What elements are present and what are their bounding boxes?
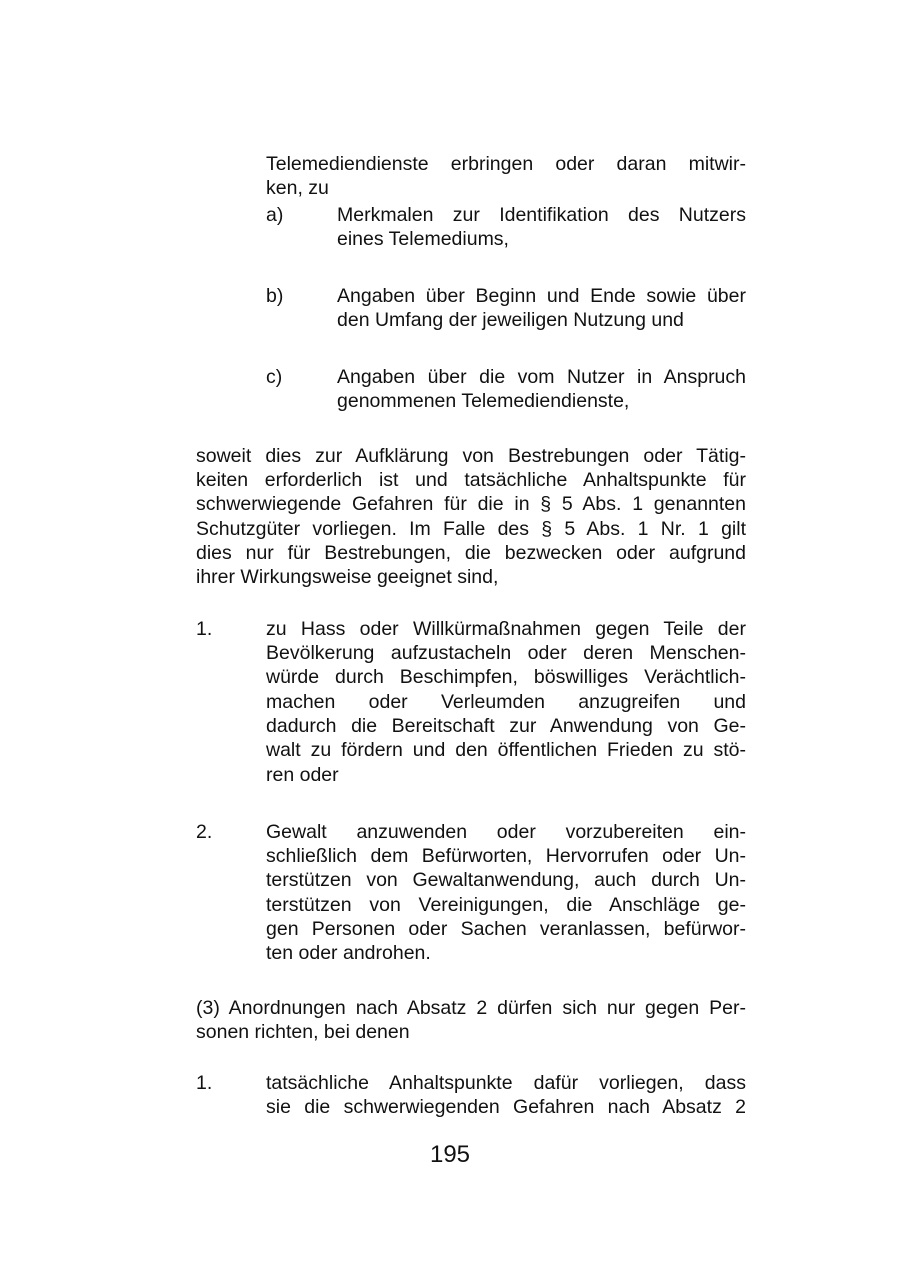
numlist2-line: sie die schwerwiegenden Gefahren nach Absatz 2	[266, 1096, 746, 1118]
numlist-line: terstützen von Vereinigungen, die Anschläge ge-	[266, 894, 746, 916]
numlist-line: machen oder Verleumden anzugreifen und	[266, 691, 746, 713]
numlist-line: ten oder androhen.	[266, 942, 431, 964]
numlist-line: Gewalt anzuwenden oder vorzubereiten ein-	[266, 821, 746, 843]
numlist-label-1: 1.	[196, 618, 213, 640]
paragraph-line: keiten erforderlich ist und tatsächliche Anhaltspunkte für	[196, 469, 746, 491]
numlist2-line: tatsächliche Anhaltspunkte dafür vorliegen, dass	[266, 1072, 746, 1094]
sublist-line: genommenen Telemediendienste,	[337, 390, 630, 412]
sublist-label-c: c)	[266, 366, 283, 388]
paragraph-line: schwerwiegende Gefahren für die in § 5 Abs. 1 genannten	[196, 493, 746, 515]
numlist-line: terstützen von Gewaltanwendung, auch durch Un-	[266, 869, 746, 891]
sublist-line: den Umfang der jeweiligen Nutzung und	[337, 309, 684, 331]
numlist-line: zu Hass oder Willkürmaßnahmen gegen Teile der	[266, 618, 746, 640]
sublist-line: eines Telemediums,	[337, 228, 509, 250]
sublist-line: Angaben über Beginn und Ende sowie über	[337, 285, 746, 307]
paragraph-line: sonen richten, bei denen	[196, 1021, 410, 1043]
paragraph-line: soweit dies zur Aufklärung von Bestrebungen oder Tätig-	[196, 445, 746, 467]
paragraph-line: (3) Anordnungen nach Absatz 2 dürfen sich nur gegen Per-	[196, 997, 746, 1019]
numlist-label-2: 2.	[196, 821, 213, 843]
intro-line: Telemediendienste erbringen oder daran mitwir-	[266, 153, 746, 175]
numlist2-label-1: 1.	[196, 1072, 213, 1094]
sublist-label-a: a)	[266, 204, 284, 226]
numlist-line: dadurch die Bereitschaft zur Anwendung von Ge-	[266, 715, 746, 737]
paragraph-line: dies nur für Bestrebungen, die bezwecken oder aufgrund	[196, 542, 746, 564]
sublist-line: Angaben über die vom Nutzer in Anspruch	[337, 366, 746, 388]
numlist-line: ren oder	[266, 764, 339, 786]
paragraph-line: Schutzgüter vorliegen. Im Falle des § 5 Abs. 1 Nr. 1 gilt	[196, 518, 746, 540]
intro-line: ken, zu	[266, 177, 329, 199]
numlist-line: Bevölkerung aufzustacheln oder deren Menschen-	[266, 642, 746, 664]
page-number: 195	[429, 1141, 471, 1168]
sublist-line: Merkmalen zur Identifikation des Nutzers	[337, 204, 746, 226]
numlist-line: schließlich dem Befürworten, Hervorrufen oder Un-	[266, 845, 746, 867]
numlist-line: gen Personen oder Sachen veranlassen, befürwor-	[266, 918, 746, 940]
sublist-label-b: b)	[266, 285, 284, 307]
numlist-line: würde durch Beschimpfen, böswilliges Verächtlich-	[266, 666, 746, 688]
numlist-line: walt zu fördern und den öffentlichen Frieden zu stö-	[266, 739, 746, 761]
paragraph-line: ihrer Wirkungsweise geeignet sind,	[196, 566, 499, 588]
